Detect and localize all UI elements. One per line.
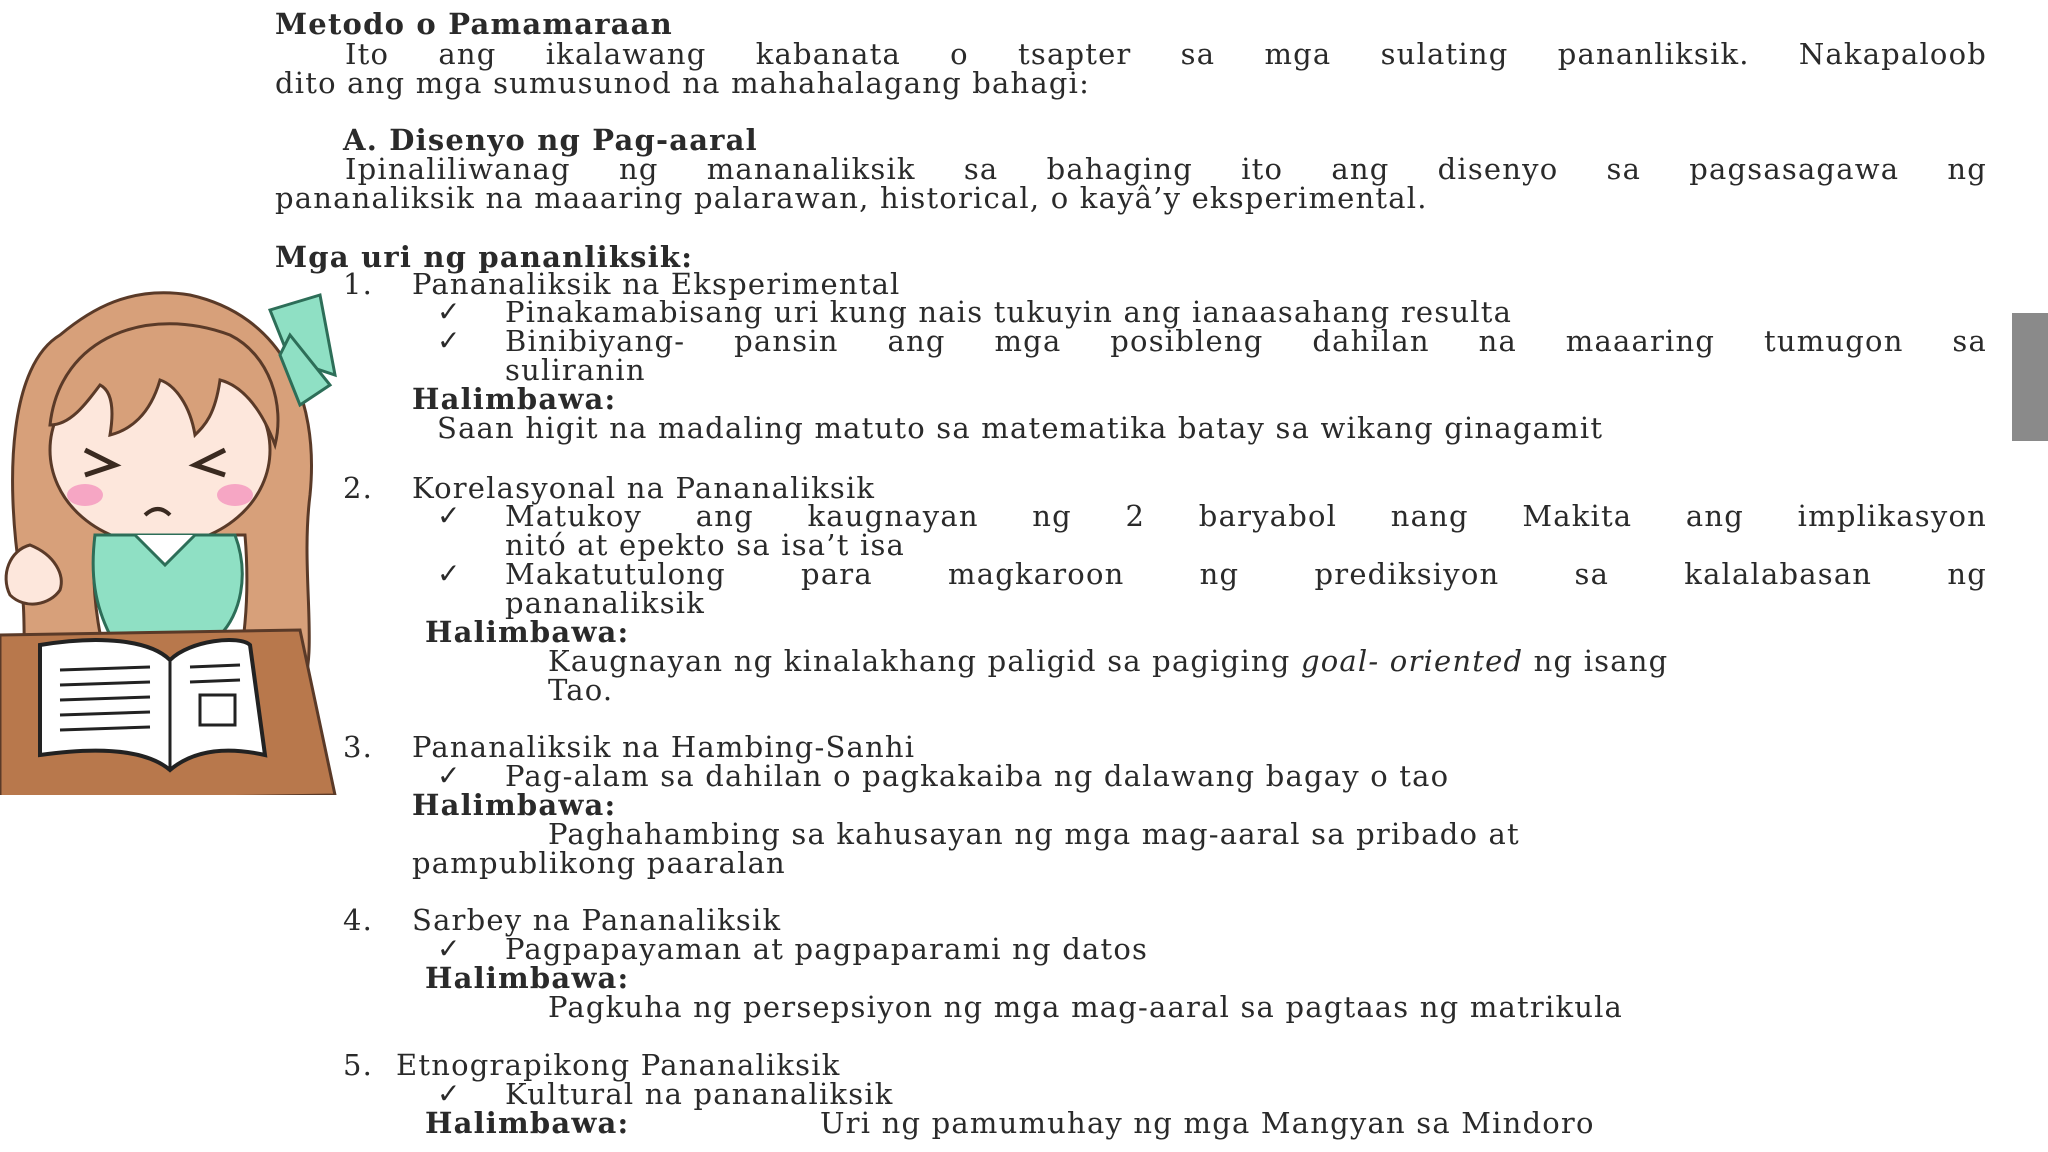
type-2-bullet-1-cont: nitó at epekto sa isa’t isa bbox=[505, 528, 906, 562]
type-2-bullet-2: Makatutulong para magkaroon ng prediksiyon sa kalalabasan ng bbox=[505, 557, 1987, 591]
type-3-example: Paghahambing sa kahusayan ng mga mag-aaral sa pribado at bbox=[548, 817, 1520, 851]
page-title: Metodo o Pamamaraan bbox=[275, 7, 673, 41]
type-1-bullet-2-cont: suliranin bbox=[505, 353, 646, 387]
section-a-paragraph-line-1: Ipinaliliwanag ng mananaliksik sa bahaging ito ang disenyo sa pagsasagawa ng bbox=[345, 152, 1987, 186]
type-2-example: Kaugnayan ng kinalakhang paligid sa pagiging goal- oriented ng isang bbox=[548, 644, 1669, 678]
girl-reading-illustration bbox=[0, 275, 345, 795]
type-3-example-cont: pampublikong paaralan bbox=[412, 846, 786, 880]
type-4-bullet-1: Pagpapayaman at pagpaparami ng datos bbox=[505, 932, 1149, 966]
type-4-number: 4. bbox=[343, 903, 374, 937]
type-5-number: 5. bbox=[343, 1048, 374, 1082]
type-5-example-label: Halimbawa: bbox=[425, 1106, 630, 1140]
checkmark-icon: ✓ bbox=[437, 295, 461, 328]
types-heading: Mga uri ng pananliksik: bbox=[275, 240, 694, 274]
type-2-bullet-1: Matukoy ang kaugnayan ng 2 baryabol nang Makita ang implikasyon bbox=[505, 499, 1987, 533]
type-1-example-label: Halimbawa: bbox=[412, 382, 617, 416]
type-2-number: 2. bbox=[343, 471, 374, 505]
checkmark-icon: ✓ bbox=[437, 932, 461, 965]
type-5-title: Etnograpikong Pananaliksik bbox=[396, 1048, 841, 1082]
checkmark-icon: ✓ bbox=[437, 557, 461, 590]
checkmark-icon: ✓ bbox=[437, 1077, 461, 1110]
checkmark-icon: ✓ bbox=[437, 499, 461, 532]
section-a-paragraph-line-2: pananaliksik na maaaring palarawan, historical, o kayâ’y eksperimental. bbox=[275, 181, 1428, 215]
type-1-bullet-1: Pinakamabisang uri kung nais tukuyin ang ianaasahang resulta bbox=[505, 295, 1513, 329]
type-2-title: Korelasyonal na Pananaliksik bbox=[412, 471, 876, 505]
type-5-bullet-1: Kultural na pananaliksik bbox=[505, 1077, 894, 1111]
checkmark-icon: ✓ bbox=[437, 324, 461, 357]
intro-paragraph-line-1: Ito ang ikalawang kabanata o tsapter sa mga sulating pananliksik. Nakapaloob bbox=[345, 37, 1987, 71]
type-4-example-label: Halimbawa: bbox=[425, 961, 630, 995]
type-1-bullet-2: Binibiyang- pansin ang mga posibleng dahilan na maaaring tumugon sa bbox=[505, 324, 1987, 358]
type-3-title: Pananaliksik na Hambing-Sanhi bbox=[412, 730, 916, 764]
type-2-example-label: Halimbawa: bbox=[425, 615, 630, 649]
section-a-title: A. Disenyo ng Pag-aaral bbox=[343, 123, 758, 157]
type-1-example: Saan higit na madaling matuto sa matematika batay sa wikang ginagamit bbox=[437, 411, 1604, 445]
type-2-example-cont: Tao. bbox=[548, 673, 614, 707]
type-5-example: Uri ng pamumuhay ng mga Mangyan sa Mindoro bbox=[820, 1106, 1595, 1140]
side-scroll-tab[interactable] bbox=[2012, 313, 2048, 441]
intro-paragraph-line-2: dito ang mga sumusunod na mahahalagang bahagi: bbox=[275, 66, 1091, 100]
type-1-title: Pananaliksik na Eksperimental bbox=[412, 267, 901, 301]
type-1-number: 1. bbox=[343, 267, 374, 301]
type-4-example: Pagkuha ng persepsiyon ng mga mag-aaral sa pagtaas ng matrikula bbox=[548, 990, 1624, 1024]
checkmark-icon: ✓ bbox=[437, 759, 461, 792]
type-2-bullet-2-cont: pananaliksik bbox=[505, 586, 706, 620]
type-3-bullet-1: Pag-alam sa dahilan o pagkakaiba ng dalawang bagay o tao bbox=[505, 759, 1450, 793]
type-3-example-label: Halimbawa: bbox=[412, 788, 617, 822]
type-3-number: 3. bbox=[343, 730, 374, 764]
type-4-title: Sarbey na Pananaliksik bbox=[412, 903, 782, 937]
